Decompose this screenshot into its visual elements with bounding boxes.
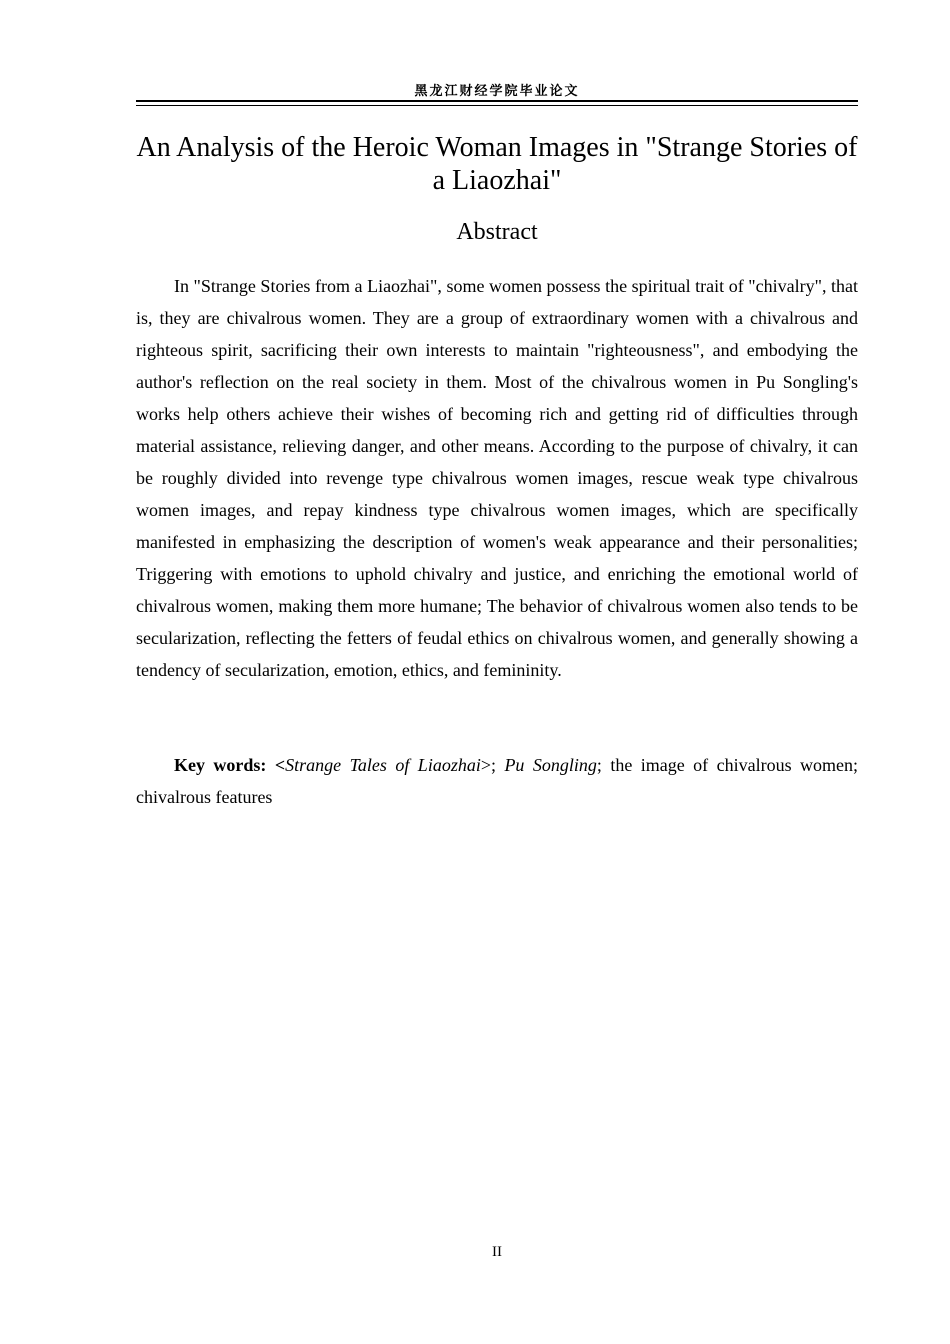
keywords-paragraph: [136, 749, 858, 813]
keywords-rest: ; the image of chivalrous women; chivalrous features: [136, 755, 858, 807]
abstract-heading: Abstract: [456, 219, 538, 245]
keywords-separator: ;: [490, 755, 505, 775]
keywords-author: Pu Songling: [504, 755, 597, 775]
keywords-book-title: Strange Tales of Liaozhai: [285, 755, 481, 775]
page-number: II: [492, 1244, 502, 1260]
thesis-title: An Analysis of the Heroic Woman Images in "Strange Stories of a Liaozhai": [136, 132, 858, 196]
keywords-close-bracket: >: [480, 755, 491, 775]
abstract-body: In "Strange Stories from a Liaozhai", some women possess the spiritual trait of "chivalry", that is, they are chivalrous women. They are a group of extraordinary women with a chivalrous and righteous spirit, sacrificing their own interests to maintain "righteousness", and embodying the author's reflection on the real society in them. Most of the chivalrous women in Pu Songling's works help others achieve their wishes of becoming rich and getting rid of difficulties through material assistance, relieving danger, and other means. According to the purpose of chivalry, it can be roughly divided into revenge type chivalrous women images, rescue weak type chivalrous women images, and repay kindness type chivalrous women images, which are specifically manifested in emphasizing the description of women's weak appearance and their personalities; Triggering with emotions to uphold chivalry and justice, and enriching the emotional world of chivalrous women, making them more humane; The behavior of chivalrous women also tends to be secularization, reflecting the fetters of feudal ethics on chivalrous women, and generally showing a tendency of secularization, emotion, ethics, and femininity.: [136, 276, 858, 680]
header-rule-thin: [136, 105, 858, 106]
header-rule-thick: [136, 100, 858, 102]
keywords-label: Key words:: [174, 755, 267, 775]
keywords-open-bracket: <: [274, 755, 286, 775]
running-header: 黑龙江财经学院毕业论文: [414, 84, 580, 99]
